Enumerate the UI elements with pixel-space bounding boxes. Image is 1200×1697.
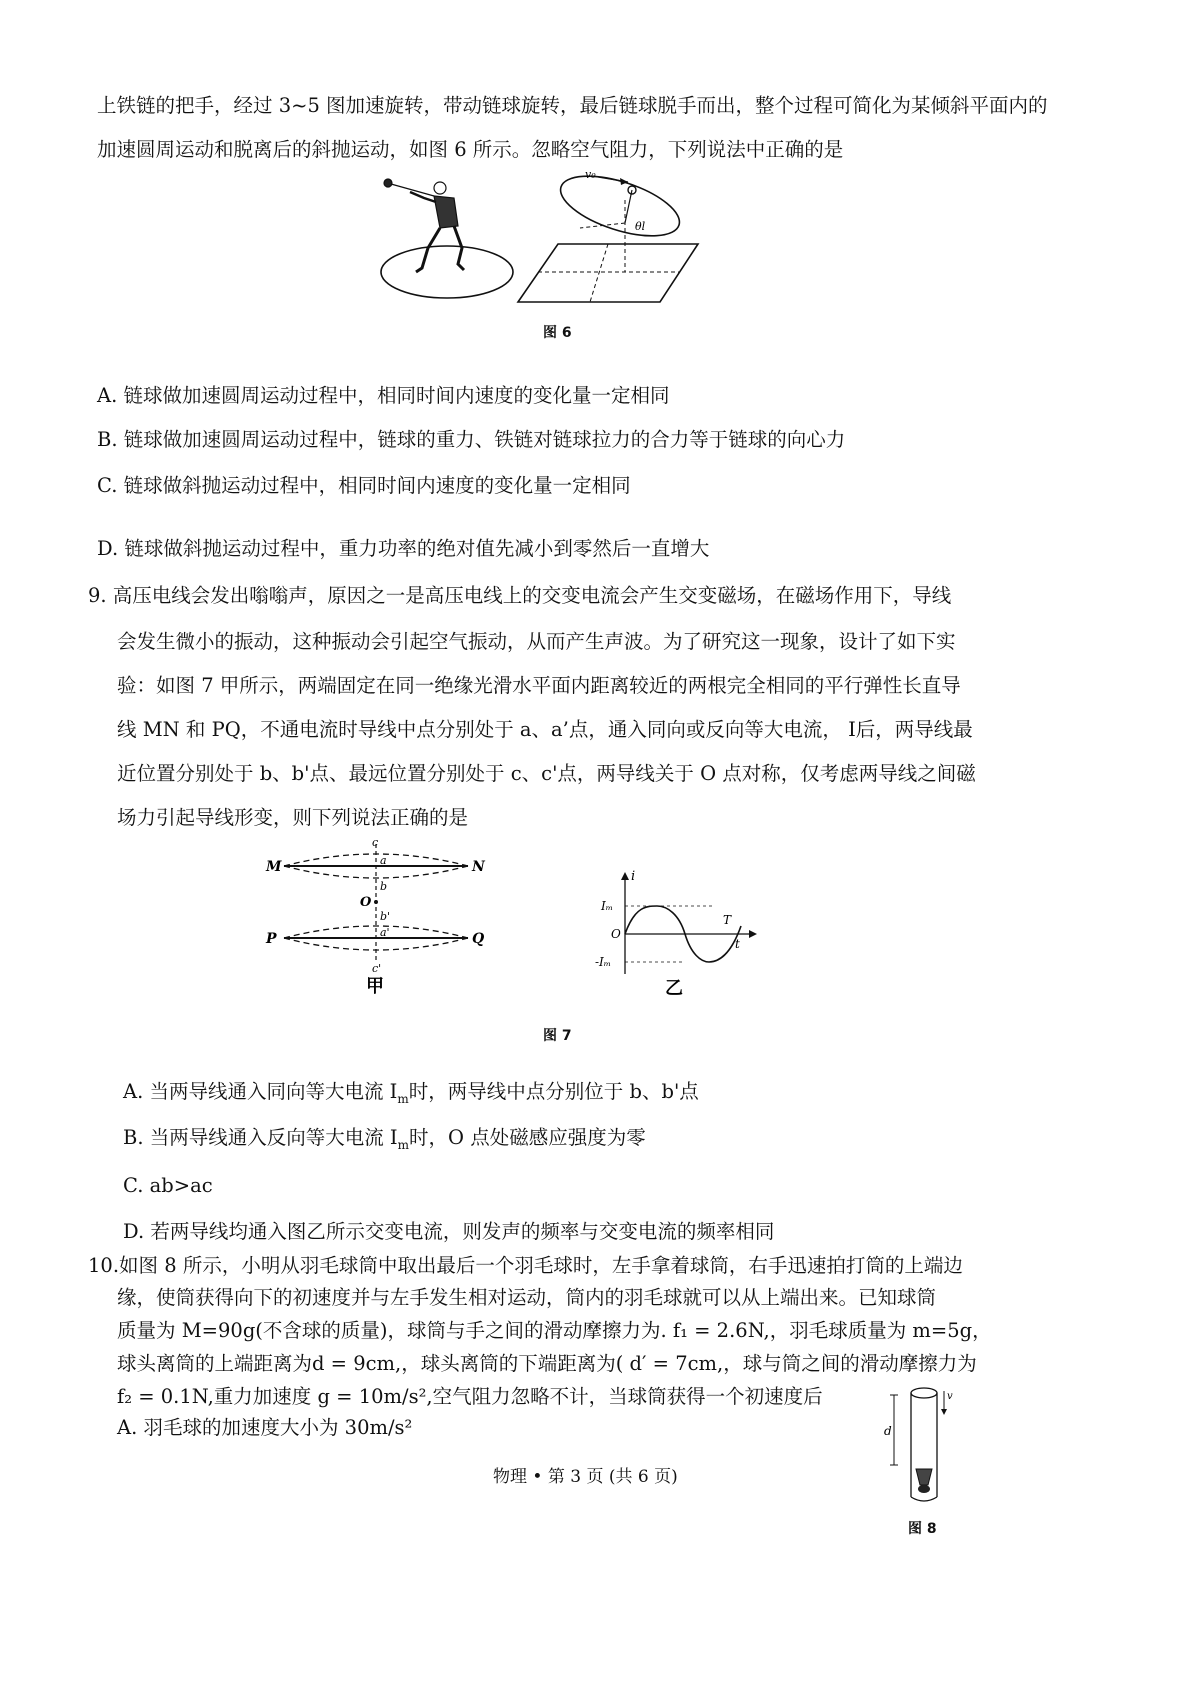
q9-option-a-pre: A. 当两导线通入同向等大电流 I [123, 1080, 398, 1103]
q10-line-4: 球头离筒的上端距离为d = 9cm,，球头离筒的下端距离为( d′ = 7cm,，球与筒之间的滑动摩擦力为 [117, 1352, 977, 1375]
q9-line-4: 线 MN 和 PQ，不通电流时导线中点分别处于 a、a’点，通入同向或反向等大电流， I后，两导线最 [117, 718, 973, 741]
label-O: O [360, 895, 372, 910]
q9-option-d: D. 若两导线均通入图乙所示交变电流，则发声的频率与交变电流的频率相同 [123, 1220, 775, 1243]
label-theta: θl [635, 220, 646, 233]
label-N: N [472, 859, 485, 875]
q9-option-b-pre: B. 当两导线通入反向等大电流 I [123, 1126, 398, 1149]
label-b: b [380, 880, 388, 893]
label-b-prime: b' [380, 910, 391, 923]
q9-option-a-post: 时，两导线中点分别位于 b、b'点 [408, 1080, 699, 1103]
label-Im: Iₘ [601, 899, 614, 913]
q8-option-a: A. 链球做加速圆周运动过程中，相同时间内速度的变化量一定相同 [97, 384, 670, 407]
figure-7-jia [262, 838, 502, 998]
label-P: P [266, 931, 277, 947]
q9-line-6: 场力引起导线形变，则下列说法正确的是 [117, 806, 469, 829]
label-yi: 乙 [665, 978, 683, 999]
q8-option-d: D. 链球做斜抛运动过程中，重力功率的绝对值先减小到零然后一直增大 [97, 537, 710, 560]
q10-line-1: 10.如图 8 所示，小明从羽毛球筒中取出最后一个羽毛球时，左手拿着球筒，右手迅速拍打筒的上端边 [88, 1254, 963, 1277]
label-v: v [947, 1391, 953, 1402]
q9-line-3: 验：如图 7 甲所示，两端固定在同一绝缘光滑水平面内距离较近的两根完全相同的平行弹性长直导 [117, 674, 961, 697]
q9-option-b-sub: m [397, 1137, 410, 1152]
q10-line-5: f₂ = 0.1N,重力加速度 g = 10m/s²,空气阻力忽略不计，当球筒获得一个初速度后 [117, 1385, 823, 1408]
figure-7-yi [595, 862, 765, 1002]
q9-option-b-post: 时，O 点处磁感应强度为零 [409, 1126, 646, 1149]
figure-6 [380, 168, 700, 308]
figure-8 [880, 1385, 960, 1515]
label-c-prime: c' [372, 962, 382, 975]
q9-option-c: C. ab>ac [123, 1174, 213, 1197]
q9-line-5: 近位置分别处于 b、b'点、最远位置分别处于 c、c'点，两导线关于 O 点对称，仅考虑两导线之间磁 [117, 762, 976, 785]
label-M: M [266, 859, 282, 875]
q9-option-a-sub: m [397, 1091, 409, 1106]
label-Q: Q [472, 931, 485, 947]
label-jia: 甲 [366, 976, 384, 997]
q10-line-3: 质量为 M=90g(不含球的质量)，球筒与手之间的滑动摩擦力为. f₁ = 2.6N,，羽毛球质量为 m=5g， [117, 1319, 992, 1342]
label-T: T [723, 913, 732, 927]
q10-line-2: 缘，使筒获得向下的初速度并与左手发生相对运动，筒内的羽毛球就可以从上端出来。已知球筒 [117, 1286, 937, 1309]
q8-option-b: B. 链球做加速圆周运动过程中，链球的重力、铁链对链球拉力的合力等于链球的向心力 [97, 428, 846, 451]
label-t: t [735, 937, 740, 951]
throw-circle [381, 246, 513, 298]
label-i: i [631, 869, 636, 884]
shuttlecock [916, 1469, 932, 1485]
label-c: c [372, 838, 379, 849]
ground-plane [518, 244, 698, 302]
q9-option-a [123, 1078, 699, 1113]
q9-line-1: 9. 高压电线会发出嗡嗡声，原因之一是高压电线上的交变电流会产生交变磁场，在磁场作用下，导线 [88, 584, 952, 607]
label-neg-Im: -Iₘ [595, 955, 612, 969]
figure-7-caption: 图 7 [543, 1028, 572, 1044]
intro-line-2: 加速圆周运动和脱离后的斜抛运动，如图 6 所示。忽略空气阻力，下列说法中正确的是 [97, 138, 844, 161]
label-a: a [380, 854, 387, 867]
label-d: d [884, 1424, 892, 1438]
label-a-prime: a' [380, 926, 390, 939]
q10-option-a: A. 羽毛球的加速度大小为 30m/s² [117, 1416, 413, 1439]
label-v0: v₀ [585, 168, 596, 181]
athlete-figure [384, 179, 464, 272]
page-footer: 物理 • 第 3 页 (共 6 页) [493, 1467, 678, 1487]
figure-6-caption: 图 6 [543, 325, 572, 341]
label-O-axis: O [611, 927, 621, 941]
orbit-ellipse [554, 168, 687, 248]
q9-line-2: 会发生微小的振动，这种振动会引起空气振动，从而产生声波。为了研究这一现象，设计了如下实 [117, 630, 956, 653]
figure-8-caption: 图 8 [908, 1521, 937, 1537]
q9-option-b [123, 1124, 646, 1159]
intro-line-1: 上铁链的把手，经过 3~5 图加速旋转，带动链球旋转，最后链球脱手而出，整个过程可简化为某倾斜平面内的 [97, 94, 1048, 117]
q8-option-c: C. 链球做斜抛运动过程中，相同时间内速度的变化量一定相同 [97, 474, 631, 497]
